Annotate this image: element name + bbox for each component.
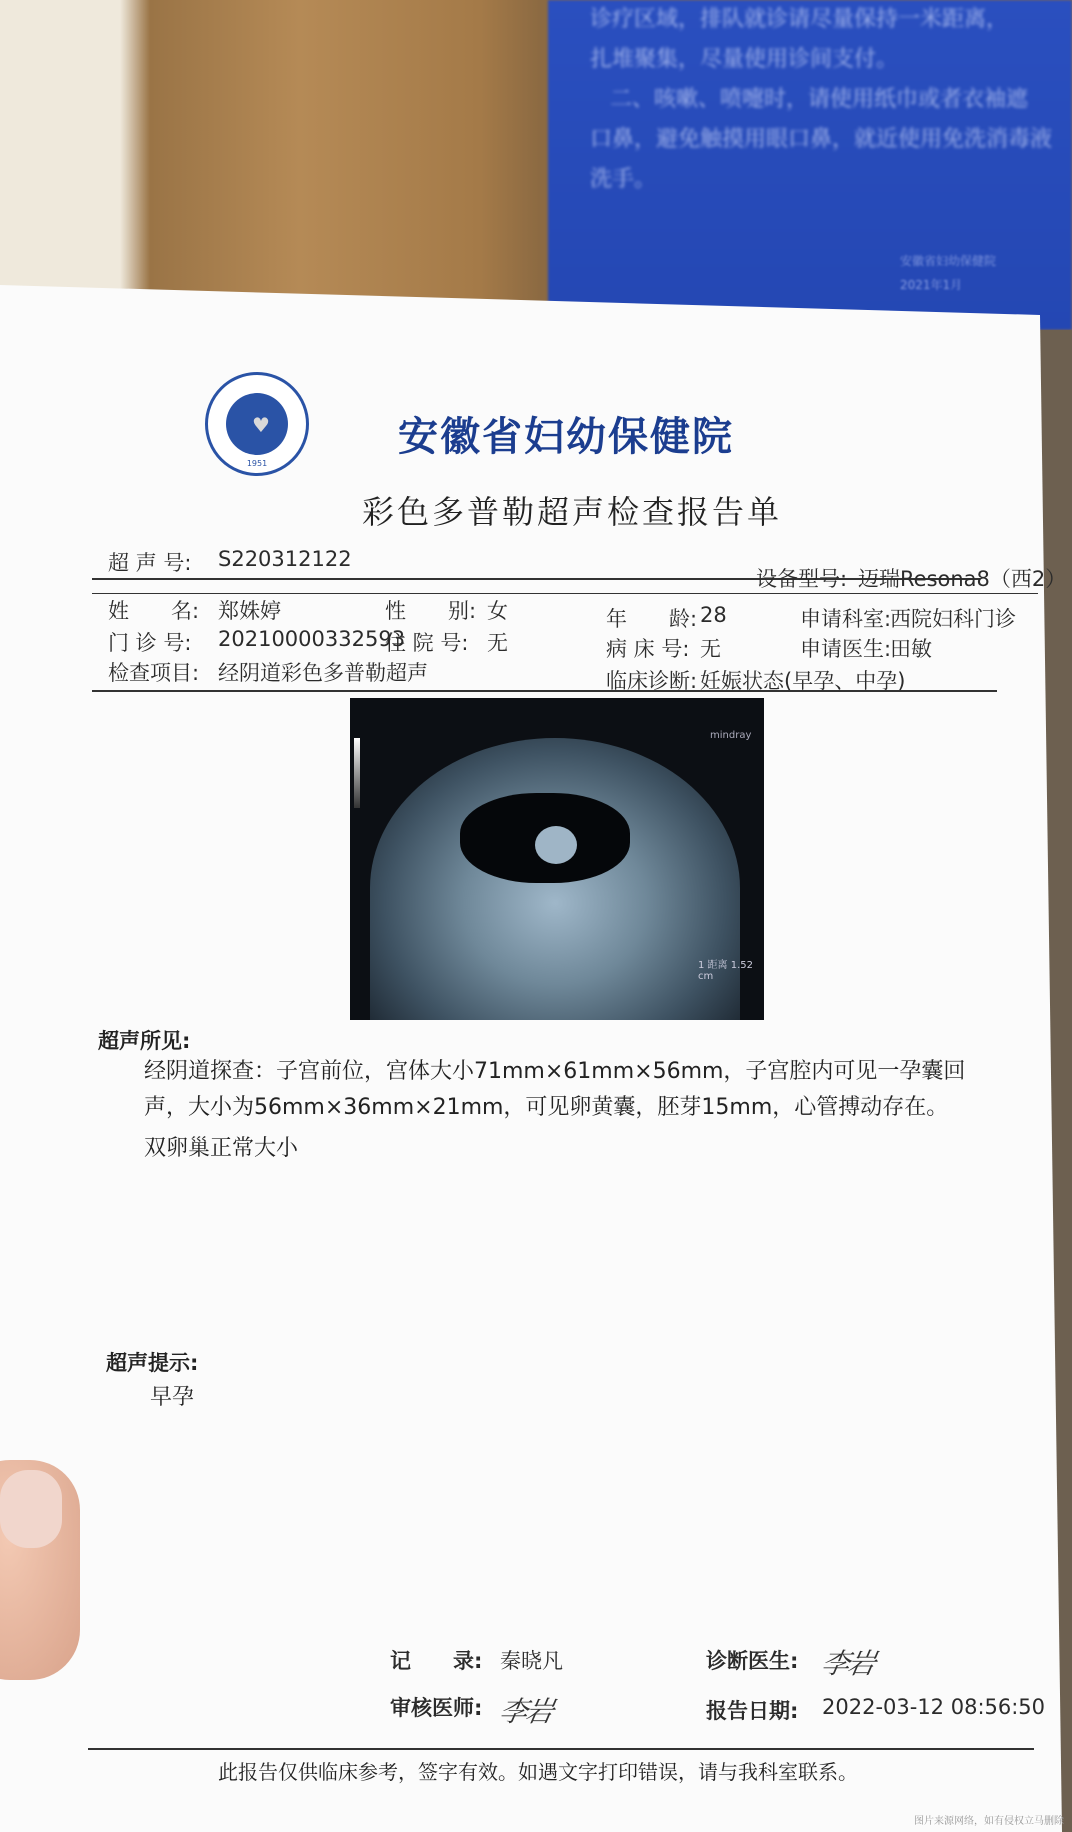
ultrasound-no-label: 超 声 号: (108, 551, 192, 575)
diag-doctor-label: 诊断医生: (706, 1649, 799, 1673)
hospital-logo (205, 372, 309, 476)
bed-label: 病 床 号: (606, 637, 690, 661)
embryo (535, 826, 577, 864)
logo-year: 1951 (246, 459, 268, 468)
board-line: 诊疗区域，排队就诊请尽量保持一米距离， (590, 7, 1009, 32)
board-footer-1: 安徽省妇幼保健院 (900, 254, 997, 268)
gender-label: 性 别: (385, 599, 477, 623)
hint-text: 早孕 (150, 1385, 195, 1410)
report-title: 彩色多普勒超声检查报告单 (362, 493, 783, 531)
image-credit: 图片来源网络，如有侵权立马删除 (914, 1816, 1064, 1827)
findings-line: 经阴道探查：子宫前位，宫体大小71mm×61mm×56mm，子宫腔内可见一孕囊回 (144, 1059, 966, 1084)
board-line: 二、咳嗽、喷嚏时，请使用纸巾或者衣袖遮 (610, 87, 1029, 112)
requesting-doctor: 田敏 (890, 637, 932, 661)
requesting-dept: 西院妇科门诊 (890, 607, 1016, 631)
heart-icon: ♥ (252, 413, 270, 437)
thumbnail (0, 1470, 62, 1548)
outpatient-no: 20210000332593 (218, 627, 406, 651)
report-date: 2022-03-12 08:56:50 (822, 1695, 1046, 1719)
divider (92, 593, 1038, 594)
dept-label: 申请科室: (800, 607, 892, 631)
board-line: 口鼻，避免触摸用眼口鼻，就近使用免洗消毒液 (590, 127, 1053, 152)
recorder-label: 记 录: (390, 1649, 483, 1673)
clinical-diagnosis: 妊娠状态(早孕、中孕) (700, 669, 906, 693)
findings-label: 超声所见: (98, 1029, 191, 1053)
hospital-name: 安徽省妇幼保健院 (398, 414, 734, 460)
grayscale-bar (354, 738, 360, 808)
patient-age: 28 (700, 603, 727, 627)
footer-note: 此报告仅供临床参考，签字有效。如遇文字打印错误，请与我科室联系。 (218, 1760, 858, 1784)
inpatient-label: 住 院 号: (385, 631, 469, 655)
ultrasound-no: S220312122 (218, 547, 352, 571)
divider (92, 690, 997, 692)
hint-label: 超声提示: (106, 1351, 199, 1375)
findings-line: 声，大小为56mm×36mm×21mm，可见卵黄囊，胚芽15mm，心管搏动存在。 (144, 1095, 949, 1120)
notice-board-text (590, 0, 1060, 200)
findings-line: 双卵巢正常大小 (144, 1136, 299, 1161)
ultrasound-measurement: 1 距离 1.52 cm (698, 960, 753, 982)
board-line: 扎堆聚集，尽量使用诊间支付。 (590, 47, 899, 72)
name-label: 姓 名: (108, 599, 200, 623)
device-label: 设备型号: (756, 567, 848, 591)
report-date-label: 报告日期: (706, 1699, 799, 1723)
age-label: 年 龄: (606, 607, 698, 631)
patient-name: 郑姝婷 (218, 599, 281, 623)
recorder-name: 秦晓凡 (500, 1649, 563, 1673)
reviewer-label: 审核医师: (390, 1696, 483, 1720)
outpatient-label: 门 诊 号: (108, 631, 192, 655)
ultrasound-brand: mindray (710, 730, 752, 741)
bed-no: 无 (700, 637, 721, 661)
exam-label: 检查项目: (108, 661, 200, 685)
diag-doctor-signature: 李岩 (818, 1647, 877, 1680)
clinical-label: 临床诊断: (606, 669, 698, 693)
reviewer-signature: 李岩 (496, 1695, 555, 1728)
doctor-label: 申请医生: (800, 637, 892, 661)
ultrasound-image (350, 698, 764, 1020)
exam-item: 经阴道彩色多普勒超声 (218, 661, 428, 685)
board-line: 洗手。 (590, 167, 657, 192)
board-footer-2: 2021年1月 (900, 278, 963, 292)
patient-gender: 女 (487, 599, 508, 623)
inpatient-no: 无 (487, 631, 508, 655)
footer-divider (88, 1748, 1034, 1750)
device-model: 迈瑞Resona8（西2） (858, 567, 1067, 591)
